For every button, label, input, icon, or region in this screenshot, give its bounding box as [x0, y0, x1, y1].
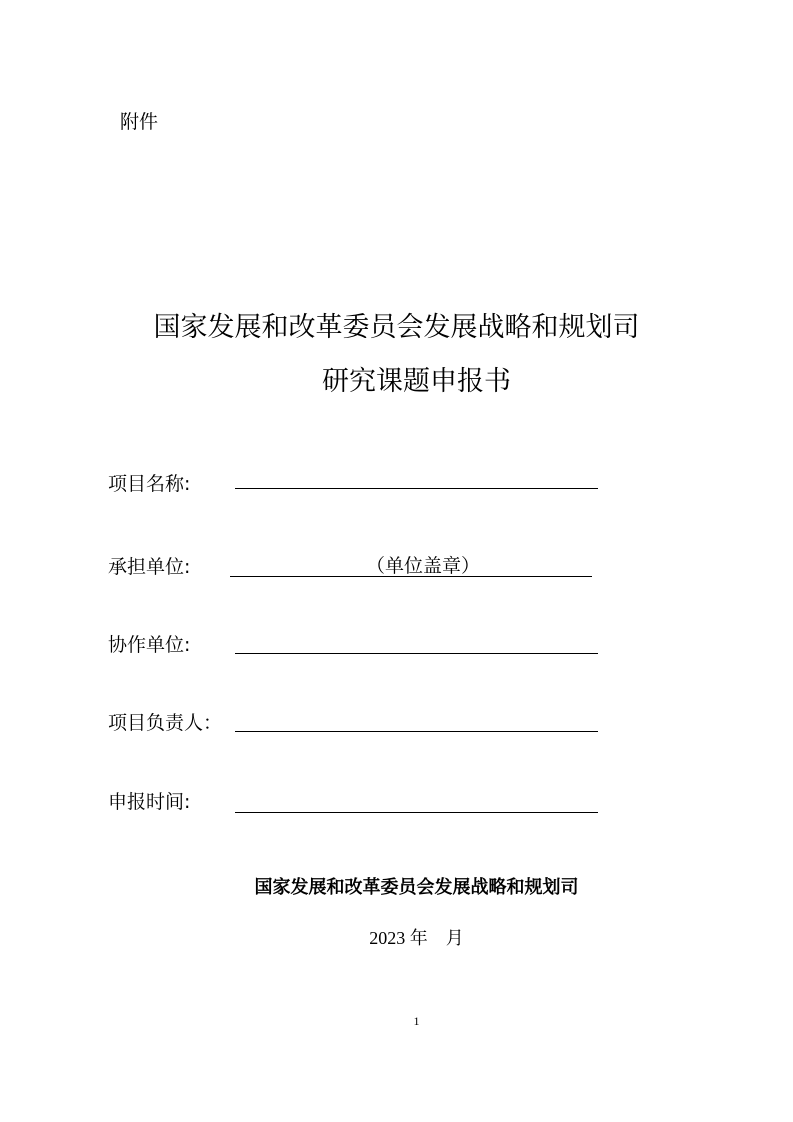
- undertaking-unit-input-line[interactable]: [230, 576, 592, 577]
- field-label-application-date: 申报时间:: [108, 791, 191, 813]
- cooperating-unit-input-line[interactable]: [235, 653, 598, 654]
- unit-seal-hint: （单位盖章）: [366, 555, 481, 577]
- document-title-line2: 研究课题申报书: [322, 366, 511, 397]
- field-label-cooperating-unit: 协作单位:: [108, 634, 191, 656]
- attachment-label: 附件: [120, 111, 159, 133]
- application-date-input-line[interactable]: [235, 812, 598, 813]
- issuing-organization: 国家发展和改革委员会发展战略和规划司: [254, 877, 579, 898]
- project-leader-input-line[interactable]: [235, 731, 598, 732]
- project-name-input-line[interactable]: [235, 488, 598, 489]
- document-title-line1: 国家发展和改革委员会发展战略和规划司: [153, 312, 640, 343]
- document-date: 2023 年 月: [369, 928, 464, 948]
- field-label-undertaking-unit: 承担单位:: [108, 556, 191, 578]
- field-label-project-leader: 项目负责人：: [108, 712, 223, 734]
- page-number: 1: [413, 1014, 420, 1028]
- field-label-project-name: 项目名称:: [108, 473, 191, 495]
